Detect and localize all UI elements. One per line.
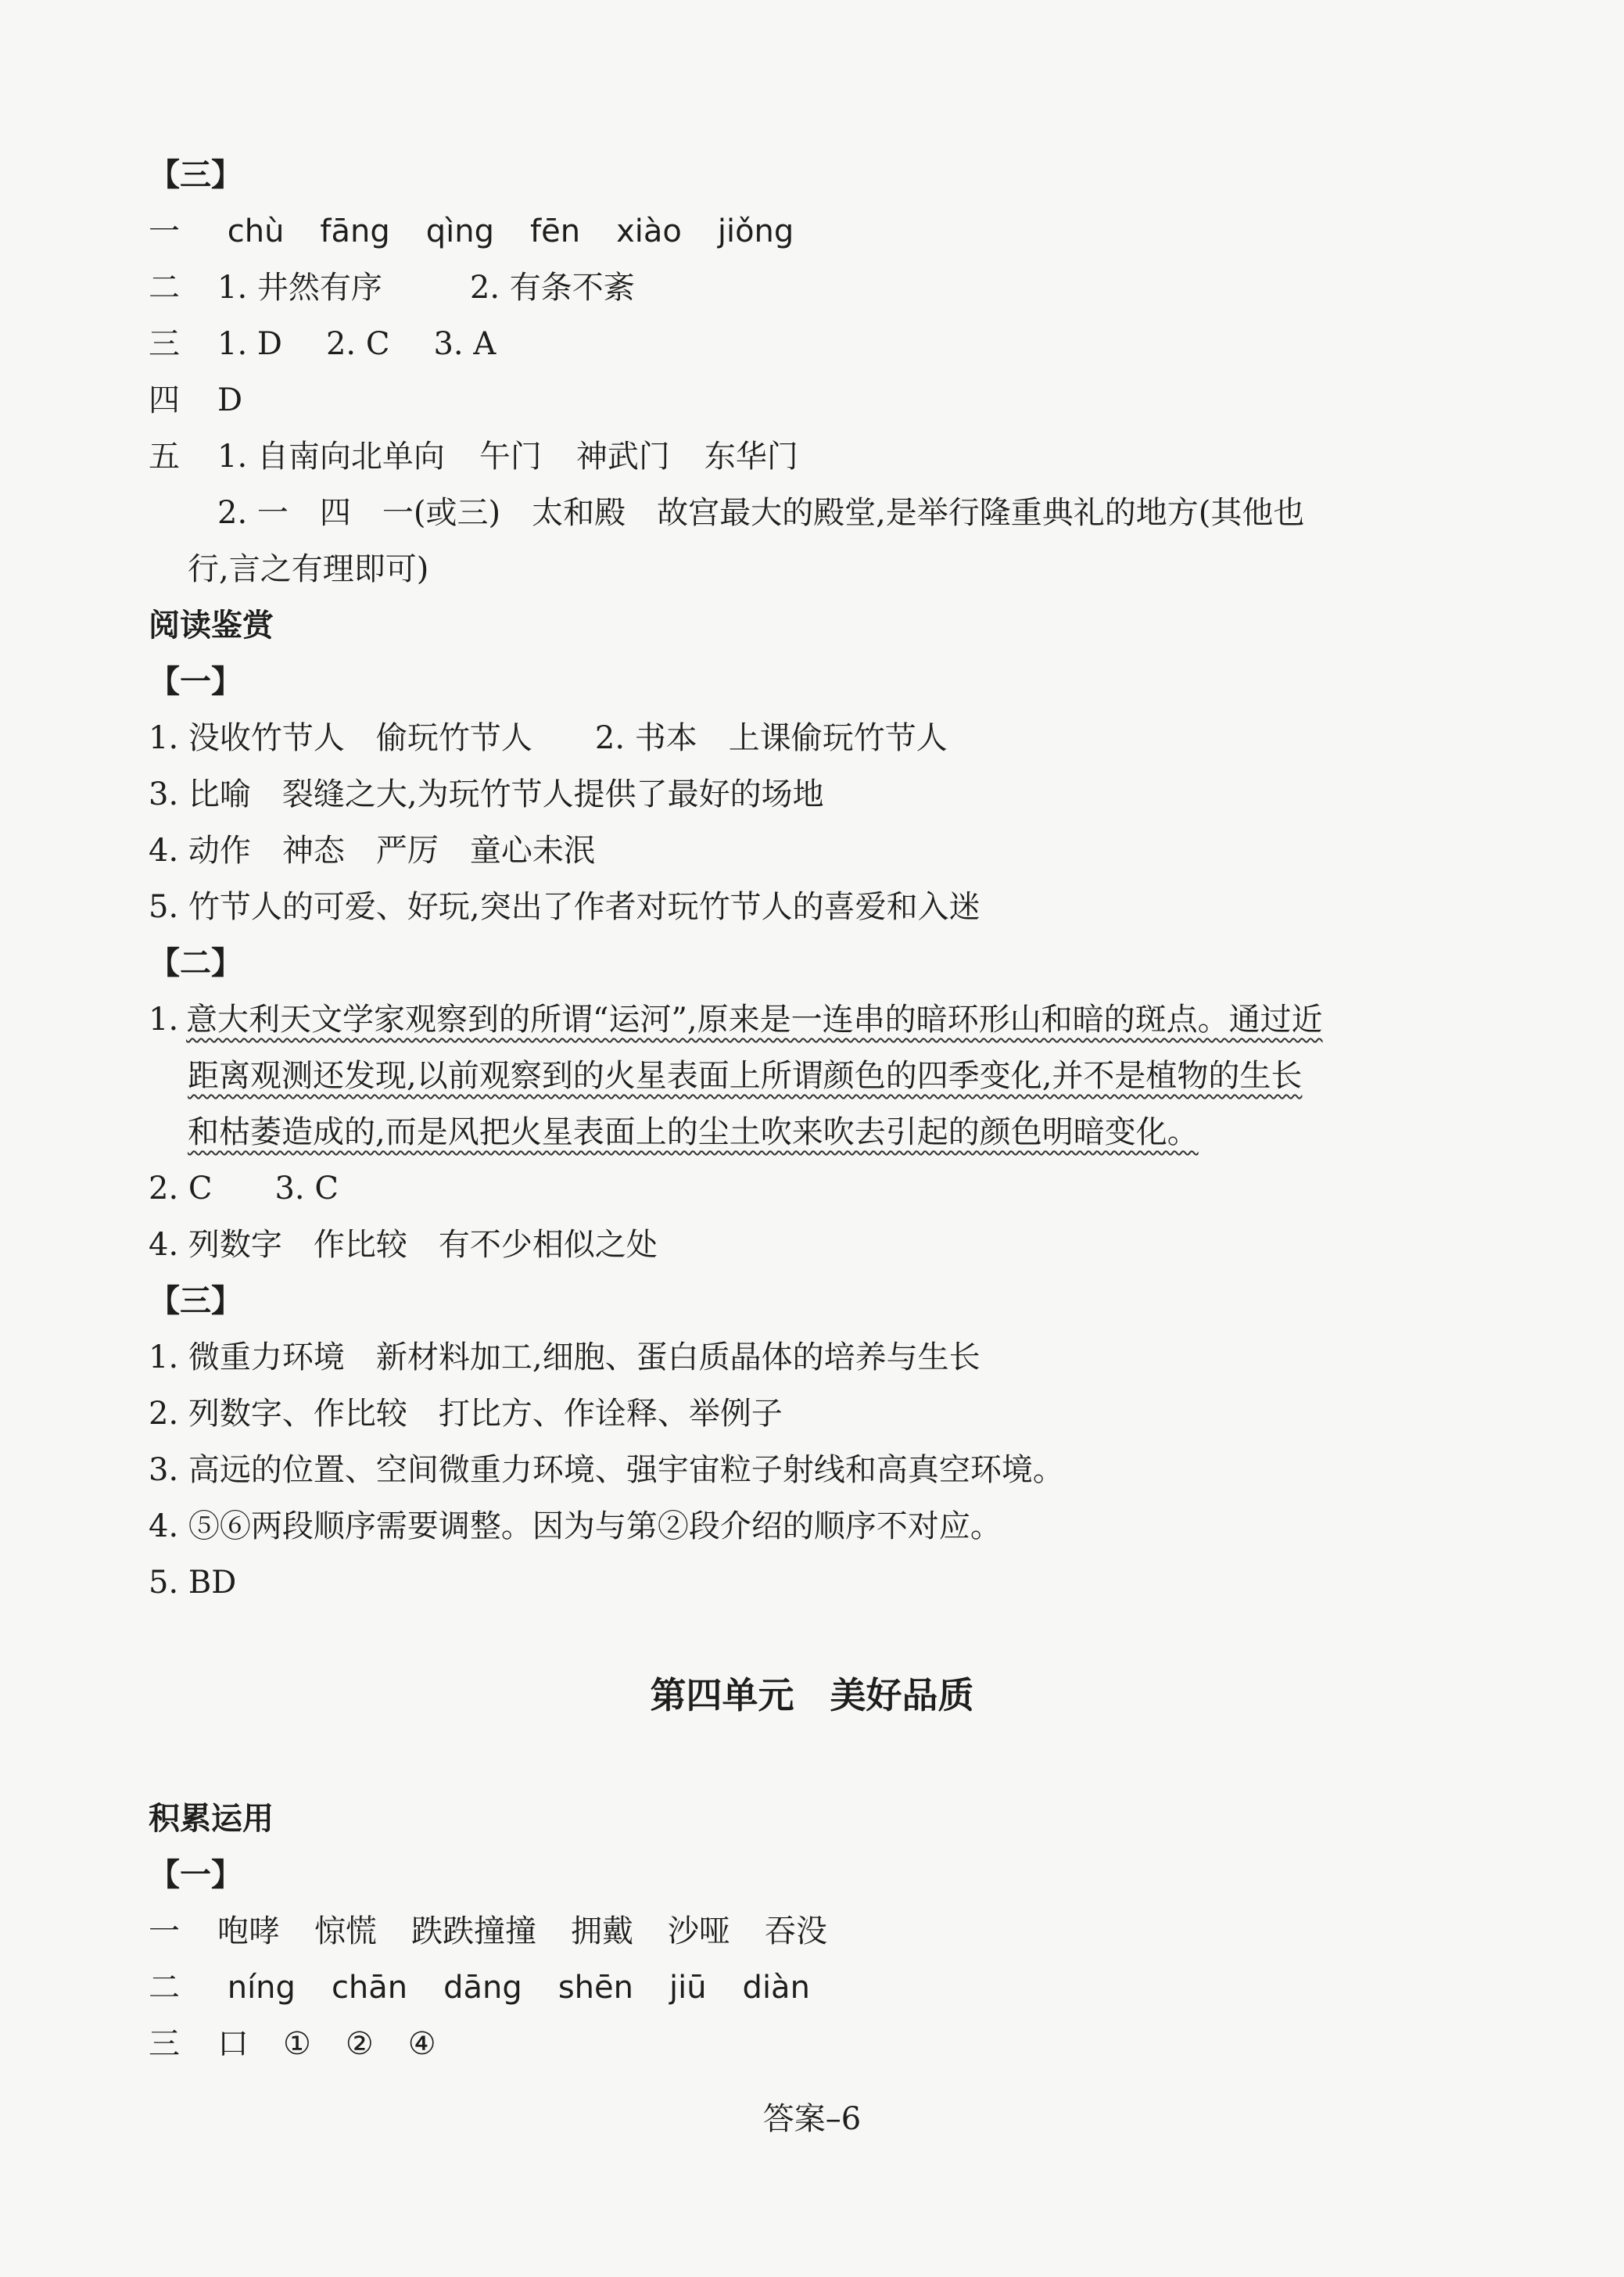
- wavy-underlined-text: 和枯萎造成的,而是风把火星表面上的尘土吹来吹去引起的颜色明暗变化。: [188, 1114, 1199, 1150]
- word: 拥戴: [571, 1913, 633, 1949]
- item-number: 1.: [149, 1002, 179, 1038]
- unit-title: 第四单元 美好品质: [650, 1674, 974, 1716]
- answer-line: 4. 列数字 作比较 有不少相似之处: [149, 1227, 658, 1263]
- answer-text: 2. 有条不紊: [469, 270, 635, 306]
- word: 口: [217, 2026, 249, 2062]
- answer-line: [149, 991, 1515, 1048]
- answer-text: 神武门: [575, 439, 670, 475]
- pinyin-word: dāng: [443, 1970, 522, 2006]
- item-number: 五: [149, 439, 180, 475]
- word: 惊慌: [314, 1913, 377, 1949]
- word: ④: [407, 2026, 436, 2062]
- answer-text: 东华门: [704, 439, 798, 475]
- answer-line: 5. 竹节人的可爱、好玩,突出了作者对玩竹节人的喜爱和入迷: [149, 889, 980, 925]
- answer-line: [149, 372, 1515, 429]
- answer-line: 4. ⑤⑥两段顺序需要调整。因为与第②段介绍的顺序不对应。: [149, 1508, 1002, 1544]
- pinyin-word: diàn: [742, 1970, 810, 2006]
- word: 沙哑: [668, 1913, 730, 1949]
- answer-line: 5. BD: [149, 1565, 237, 1601]
- word: ②: [345, 2026, 374, 2062]
- answer-line: 1. 微重力环境 新材料加工,细胞、蛋白质晶体的培养与生长: [149, 1339, 980, 1375]
- answer-line: [188, 1104, 1515, 1160]
- pinyin-word: xiào: [616, 213, 682, 249]
- section-heading-3: 【三】: [149, 1283, 242, 1319]
- word: ①: [283, 2026, 311, 2062]
- answer-text: 1. 自南向北单向: [217, 439, 445, 475]
- answer-line: [149, 260, 1515, 316]
- pinyin-word: shēn: [557, 1970, 633, 2006]
- answer-line: [149, 316, 1515, 372]
- answer-line: 2. 列数字、作比较 打比方、作诠释、举例子: [149, 1396, 783, 1432]
- answer-line: 2. C 3. C: [149, 1171, 339, 1207]
- item-number: 一: [149, 1913, 180, 1949]
- wavy-underlined-text: 距离观测还发现,以前观察到的火星表面上所谓颜色的四季变化,并不是植物的生长: [188, 1058, 1303, 1094]
- answer-line: 4. 动作 神态 严厉 童心未泯: [149, 833, 595, 869]
- word: 吞没: [765, 1913, 827, 1949]
- section-heading-3: 【三】: [149, 157, 242, 193]
- answer-text: 1. 井然有序: [217, 270, 382, 306]
- section-heading-2: 【二】: [149, 945, 242, 981]
- pinyin-word: jiǒng: [717, 213, 794, 249]
- item-number: 四: [149, 382, 180, 418]
- item-number: 一: [149, 213, 180, 249]
- word: 咆哮: [217, 1913, 280, 1949]
- pinyin-line: [149, 1960, 1515, 2016]
- pinyin-word: qìng: [425, 213, 495, 249]
- pinyin-word: jiū: [669, 1970, 707, 2006]
- answer-text: D: [217, 382, 243, 418]
- page-number: 答案–6: [762, 2101, 862, 2137]
- pinyin-line: [149, 203, 1515, 260]
- answer-line: 3. 比喻 裂缝之大,为玩竹节人提供了最好的场地: [149, 776, 824, 812]
- section-heading-1: 【一】: [149, 664, 242, 700]
- item-number: 三: [149, 326, 180, 362]
- answer-text: 1. D: [217, 326, 282, 362]
- pinyin-word: fāng: [320, 213, 390, 249]
- item-number: 三: [149, 2026, 180, 2062]
- answer-line: 2. 一 四 一(或三) 太和殿 故宫最大的殿堂,是举行隆重典礼的地方(其他也: [217, 495, 1305, 531]
- item-number: 二: [149, 270, 180, 306]
- answer-line: [149, 429, 1515, 485]
- answer-line: 行,言之有理即可): [188, 551, 429, 587]
- word: 跌跌撞撞: [411, 1913, 536, 1949]
- pinyin-word: níng: [227, 1970, 296, 2006]
- pinyin-word: chù: [227, 213, 285, 249]
- answer-line: [188, 1048, 1515, 1104]
- answer-line: 1. 没收竹节人 偷玩竹节人 2. 书本 上课偷玩竹节人: [149, 720, 948, 756]
- answer-text: 3. A: [433, 326, 497, 362]
- section-title-reading: 阅读鉴赏: [149, 608, 274, 644]
- pinyin-word: fēn: [530, 213, 581, 249]
- item-number: 二: [149, 1970, 180, 2006]
- answer-text: 午门: [479, 439, 542, 475]
- wavy-underlined-text: 意大利天文学家观察到的所谓“运河”,原来是一连串的暗环形山和暗的斑点。通过近: [186, 1002, 1323, 1038]
- section-title-accumulate: 积累运用: [149, 1801, 274, 1837]
- answer-line: 3. 高远的位置、空间微重力环境、强宇宙粒子射线和高真空环境。: [149, 1452, 1064, 1488]
- answer-line: [149, 2016, 1515, 2072]
- section-heading-1: 【一】: [149, 1857, 242, 1893]
- pinyin-word: chān: [331, 1970, 408, 2006]
- answer-text: 2. C: [325, 326, 390, 362]
- answer-line: [149, 1903, 1515, 1960]
